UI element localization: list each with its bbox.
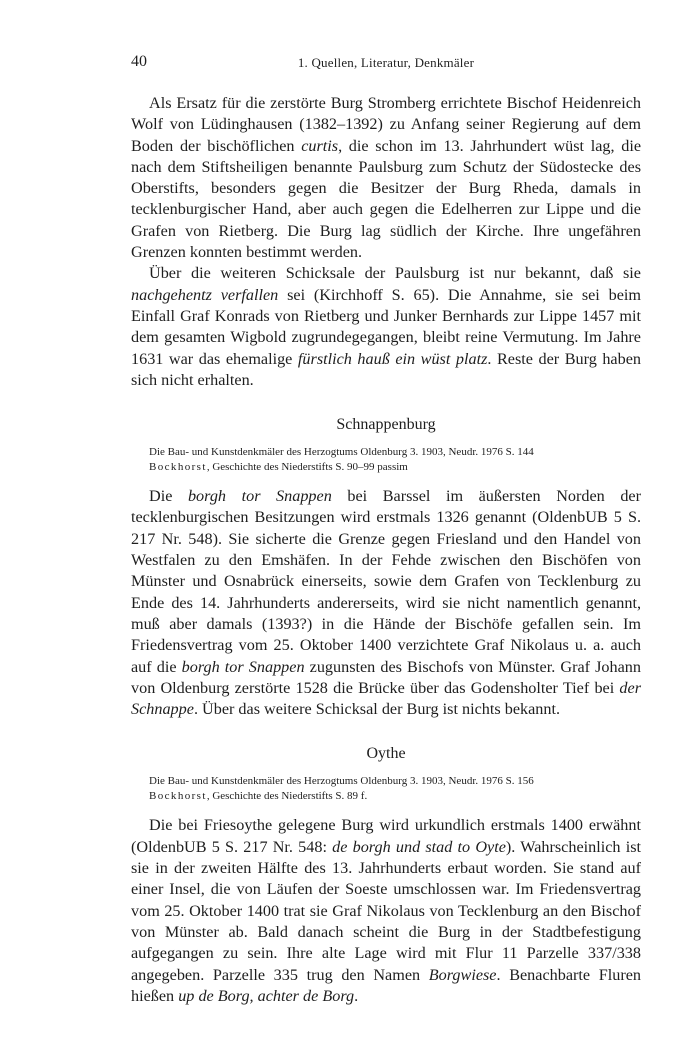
section-heading-oythe: Oythe [366, 745, 406, 763]
oythe-paragraph: Die bei Friesoythe gelegene Burg wird urkundlich erstmals 1400 erwähnt (OldenbUB 5 S. 217 Nr. 548: de borgh und stad to Oyte). Wahrscheinlich ist sie in der zweiten Hälfte des 13. Jahrhunderts erbaut worden. Sie stand auf einer Insel, die von Läufen der Soeste umschlossen war. Im Friedensvertrag vom 25. Oktober 1400 trat sie Graf Nikolaus von Tecklenburg an den Bischof von Münster ab. Bald danach scheint die Burg in der Stadtbefestigung aufgegangen zu sein. Ihre alte Lage wird mit Flur 11 Parzelle 337/338 angegeben. Parzelle 335 trug den Namen Borgwiese. Benachbarte Fluren hießen up de Borg, achter de Borg. [131, 816, 641, 1005]
page-body [131, 93, 641, 1007]
schnappenburg-paragraph: Die borgh tor Snappen bei Barssel im äußersten Norden der tecklenburgischen Besitzungen wird erstmals 1326 genannt (OldenbUB 5 S. 217 Nr. 548). Sie sicherte die Grenze gegen Friesland und den Handel von Westfalen zu den Emshäfen. In der Fehde zwischen den Bischöfen von Münster und Osnabrück einerseits, sowie dem Grafen von Tecklenburg zu Ende des 14. Jahrhunderts andererseits, wird sie nicht namentlich genannt, muß aber damals (1393?) in die Hände der Bischöfe gefallen sein. Im Friedensvertrag vom 25. Oktober 1400 verzichtete Graf Nikolaus u. a. auch auf die borgh tor Snappen zugunsten des Bischofs von Münster. Graf Johann von Oldenburg zerstörte 1528 die Brücke über das Godensholter Tief bei der Schnappe. Über das weitere Schicksal der Burg ist nichts bekannt. [131, 487, 641, 719]
schnappenburg-bibliography: Die Bau- und Kunstdenkmäler des Herzogtums Oldenburg 3. 1903, Neudr. 1976 S. 144 Bockhorst, Geschichte des Niederstifts S. 90–99 passim [149, 446, 534, 473]
paulsburg-paragraph-1: Als Ersatz für die zerstörte Burg Stromberg errichtete Bischof Heidenreich Wolf von Lüdinghausen (1382–1392) zu Anfang seiner Regierung auf dem Boden der bischöflichen curtis, die schon im 13. Jahrhundert wüst lag, die nach dem Stiftsheiligen benannte Paulsburg zum Schutz der Südostecke des Oberstifts, besonders gegen die Besitzer der Burg Rheda, damals in tecklenburgischer Hand, aber auch gegen die Edelherren zur Lippe und die Grafen von Rietberg. Die Burg lag südlich der Kirche. Ihre ungefähren Grenzen konnten bestimmt werden. [131, 94, 642, 262]
paulsburg-paragraph-2: Über die weiteren Schicksale der Paulsburg ist nur bekannt, daß sie nachgehentz verfallen sei (Kirchhoff S. 65). Die Annahme, sie sei beim Einfall Graf Konrads von Rietberg und Junker Bernhards zur Lippe 1457 mit dem gesamten Wigbold zugrundegegangen, bleibt reine Vermutung. Im Jahre 1631 war das ehemalige fürstlich hauß ein wüst platz. Reste der Burg haben sich nicht erhalten. [131, 264, 641, 389]
page-number: 40 [131, 53, 147, 70]
oythe-bibliography: Die Bau- und Kunstdenkmäler des Herzogtums Oldenburg 3. 1903, Neudr. 1976 S. 156 Bockhorst, Geschichte des Niederstifts S. 89 f. [149, 775, 534, 802]
section-heading-schnappenburg: Schnappenburg [336, 416, 436, 434]
page-header [131, 53, 641, 73]
running-head: 1. Quellen, Literatur, Denkmäler [297, 55, 475, 70]
